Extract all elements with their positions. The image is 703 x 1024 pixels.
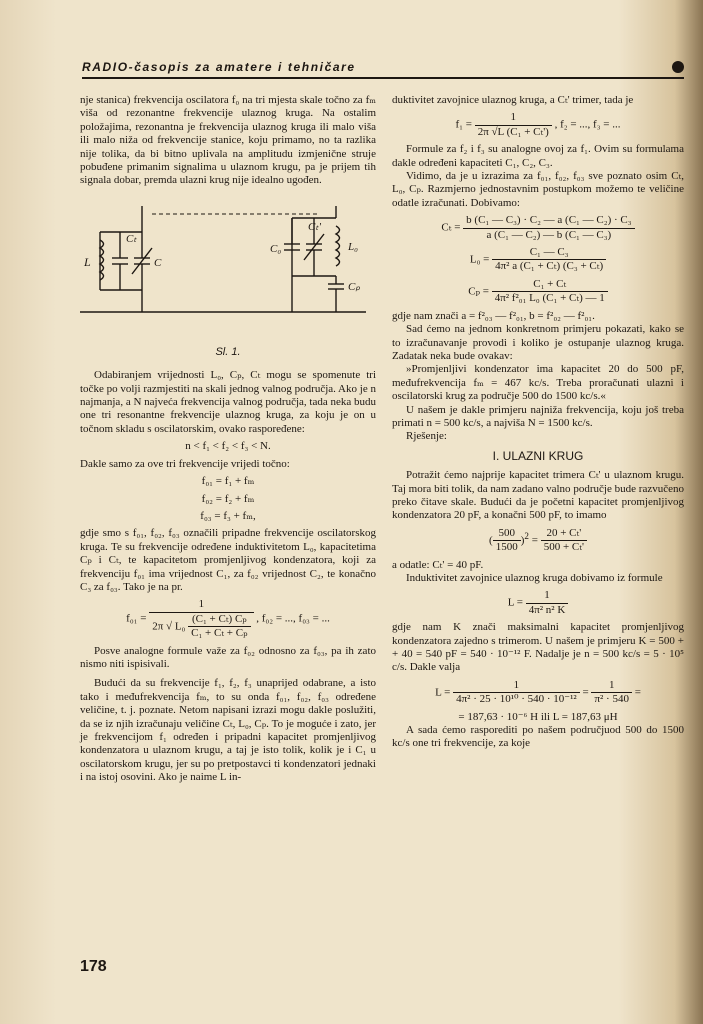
l2-den-2: π² · 540	[594, 693, 629, 706]
figure-caption: Sl. 1.	[215, 345, 241, 358]
f01-den-prefix: 2π √	[152, 620, 173, 633]
right-paragraph-6: »Promjenljivi kondenzator ima kapacitet 20 do 500 pF, međufrekvencija fₘ = 467 kc/s. Treba proračunati ulazni i oscilatorski krug za područje 500 do 1500 kc/s.«	[392, 363, 684, 403]
l-fraction	[526, 589, 569, 617]
equation-f02: f₀₂ = f₂ + fₘ	[201, 492, 255, 505]
fig-label-l: L	[84, 254, 91, 269]
f1-lhs: f₁ =	[455, 118, 472, 131]
section-heading: I. ULAZNI KRUG	[492, 448, 584, 463]
l2-den-1: 4π² · 25 · 10¹⁰ · 540 · 10⁻¹²	[456, 693, 577, 706]
ct-lhs: Cₜ =	[441, 221, 461, 234]
right-paragraph-3: Vidimo, da je u izrazima za f₀₁, f₀₂, f₀₃ sve poznato osim Cₜ, L₀, Cₚ. Razmjerno jednostavnim postupkom možemo te veličine odatle izračunati. Dobivamo:	[392, 170, 684, 209]
right-paragraph-9: Potražit ćemo najprije kapacitet trimera Cₜ' u ulaznom krugu. Taj mora biti tolik, da nam zadano valno područje bude razvučeno preko čitave skale. Budući da je početni kapacitet promjenljivog kondenzatora 20 pF, a konačni 500 pF, to imamo	[392, 469, 684, 522]
fig-label-cp: Cₚ	[348, 280, 361, 293]
cp-denominator: 4π² f²₀₁ L₀ (C₁ + Cₜ) — 1	[494, 292, 605, 305]
ratio-rhs-num: 20 + Cₜ'	[541, 527, 587, 541]
f01-inner-num: (C₁ + Cₜ) Cₚ	[188, 613, 250, 627]
left-column	[80, 94, 376, 785]
l-denominator: 4π² n² K	[528, 603, 566, 616]
left-paragraph-1: nje stanica) frekvencija oscilatora f₀ na tri mjesta skale točno za fₘ viša od rezonantne frekvencije ulaznog kruga. Na ostalim položajima, rezonantna je frekvencija ulaznog kruga ili malo viša ili malo niža od frekvencije stanice, koju primamo, no ta razlika nije tolika, da bi bitno uplivala na amplitudu izmjenične struje pobuđene primanim signalima u ulaznom krugu, pa je prijem tih signala dobar, premda ulazni krug nije idealno ugođen.	[80, 94, 376, 187]
formula-f1	[392, 111, 684, 139]
f01-numerator: 1	[149, 598, 253, 612]
left-paragraph-5: Posve analogne formule važe za f₀₂ odnosno za f₀₃, pa ih zato nismo niti ispisivali.	[80, 644, 376, 670]
l-lhs: L =	[507, 596, 523, 609]
f01-rest: , f₀₂ = ..., f₀₃ = ...	[256, 612, 330, 625]
l-result: = 187,63 · 10⁻⁶ H ili L = 187,63 μH	[458, 710, 618, 723]
fig-label-c: C	[154, 256, 162, 269]
right-paragraph-4: gdje nam znači a = f²₀₃ — f²₀₁, b = f²₀₂ — f²₀₁.	[392, 309, 595, 322]
right-paragraph-8: Rješenje:	[406, 430, 447, 443]
formula-l-numeric: L = $\frac{1}{\text{4π² · 25 · 10¹⁰ · 540 · 10⁻¹²}}$ = $\frac{1}{\text{π² · 540}}$ =	[435, 678, 641, 706]
ct-denominator: a (C₁ — C₂) — b (C₁ — C₃)	[486, 228, 612, 241]
right-paragraph-7: U našem je dakle primjeru najniža frekvencija, koju još treba primati n = 500 kc/s, a najviša N = 1500 kc/s.	[392, 403, 684, 429]
ratio-lhs-fraction	[493, 527, 521, 555]
ratio-exponent: 2	[524, 530, 529, 541]
circuit-diagram	[80, 192, 376, 342]
running-header	[82, 60, 682, 76]
formula-l	[392, 589, 684, 617]
ratio-rhs-fraction	[541, 527, 587, 555]
f01-den-l: L₀	[174, 620, 186, 633]
cp-numerator: C₁ + Cₜ	[492, 278, 608, 292]
ct-numerator: b (C₁ — C₃) · C₂ — a (C₁ — C₂) · C₃	[463, 214, 634, 228]
header-dot-icon	[672, 61, 684, 73]
f01-lhs: f₀₁ =	[126, 612, 147, 625]
header-title: RADIO-časopis za amatere i tehničare	[82, 60, 356, 74]
f01-denominator	[149, 613, 253, 641]
f1-numerator: 1	[475, 111, 552, 125]
ratio-lhs-num: 500	[493, 527, 521, 541]
right-paragraph-1: duktivitet zavojnice ulaznog kruga, a Cₜ' trimer, tada je	[392, 94, 634, 106]
right-paragraph-5: Sad ćemo na jednom konkretnom primjeru pokazati, kako se to izračunavanje provodi i koliko je ostupanje ulaznog kruga. Zadatak neka bude ovakav:	[392, 323, 684, 362]
formula-cp	[392, 278, 684, 306]
fig-label-ct: Cₜ	[126, 232, 137, 245]
f01-inner-fraction	[188, 613, 250, 641]
right-paragraph-12: gdje nam K znači maksimalni kapacitet promjenljivog kondenzatora zajedno s trimerom. U našem je primjeru K = 500 + + 40 = 540 pF = 540 · 10⁻¹² F. Nadalje je n = 500 kc/s = 5 · 10⁵ c/s. Dakle valja	[392, 621, 684, 674]
f01-inner-den: C₁ + Cₜ + Cₚ	[191, 627, 248, 640]
ratio-lhs-den: 1500	[495, 541, 518, 554]
fig-label-lo: L₀	[348, 240, 358, 253]
right-paragraph-2: Formule za f₂ i f₃ su analogne ovoj za f₁. Ovim su formulama dakle određeni kapaciteti C₁, C₂, C₃.	[392, 143, 684, 169]
right-paragraph-11: Induktivitet zavojnice ulaznog kruga dobivamo iz formule	[406, 572, 663, 584]
inequality: n < f₁ < f₂ < f₃ < N.	[185, 440, 271, 453]
lo-denominator: 4π² a (C₁ + Cₜ) (C₃ + Cₜ)	[495, 260, 604, 273]
equation-f03: f₀₃ = f₃ + fₘ,	[200, 509, 256, 522]
f1-fraction	[475, 111, 552, 139]
l2-num-2: 1	[591, 679, 632, 693]
formula-ratio: ( $\frac{500}{1500}$ )$^2$ = $\frac{\text{20 + Cₜ'}}{\text{500 + Cₜ'}}$	[392, 527, 684, 555]
f1-rest: , f₂ = ..., f₃ = ...	[554, 118, 621, 131]
header-rule	[82, 77, 684, 79]
cp-fraction	[492, 278, 608, 306]
l2-lhs: L =	[435, 686, 451, 699]
right-paragraph-10: a odatle: Cₜ' = 40 pF.	[392, 558, 484, 571]
cp-lhs: Cₚ =	[468, 285, 489, 298]
f1-denominator: 2π √L (C₁ + Cₜ')	[477, 125, 549, 138]
lo-lhs: L₀ =	[469, 253, 490, 266]
lo-fraction	[492, 246, 606, 274]
right-column	[392, 94, 684, 751]
formula-lo	[392, 246, 684, 274]
l2-num-1: 1	[453, 679, 580, 693]
l2-fraction-2	[591, 679, 632, 707]
fig-label-co: C₀	[270, 242, 282, 255]
left-paragraph-3: Dakle samo za ove tri frekvencije vrijedi točno:	[80, 457, 290, 470]
left-paragraph-4: gdje smo s f₀₁, f₀₂, f₀₃ označili pripadne frekvencije oscilatorskog kruga. Te su frekvencije određene induktivitetom L₀, kapacitetima Cₚ i Cₜ, te kapacitetom promjenljivog kondenzatora, koji za frekvenciju f₀₁ ima vrijednost C₁, za f₀₂ vrijednost C₂, te konačno C₃ za f₀₃. Tako je na pr.	[80, 527, 376, 593]
page-number: 178	[80, 958, 107, 975]
lo-numerator: C₁ — C₃	[492, 246, 606, 260]
f01-fraction	[149, 598, 253, 640]
fig-label-ct2: Cₜ'	[308, 220, 321, 233]
ratio-rhs-den: 500 + Cₜ'	[543, 541, 584, 554]
equation-f01: f₀₁ = f₁ + fₘ	[201, 475, 255, 488]
l-numerator: 1	[526, 589, 569, 603]
l2-fraction-1	[453, 679, 580, 707]
formula-f01	[80, 598, 376, 640]
left-paragraph-2: Odabiranjem vrijednosti L₀, Cₚ, Cₜ mogu se spomenute tri točke po volji razmjestiti na skali jednog valnog područja. Ako je n najmanja, a N najveća frekvencija valnog područja, tada neka budu one tri resonantne frekvencije ulaznog kruga, za koju je on u točnom skladu s oscilatorskim, ovako raspoređene:	[80, 369, 376, 435]
left-paragraph-6: Budući da su frekvencije f₁, f₂, f₃ unaprijed odabrane, a isto tako i međufrekvencija fₘ, to su onda f₀₁, f₀₂, f₀₃ određene veličine, t. j. poznate. Netom napisani izrazi mogu dakle poslužiti, da se iz njih izračunaju veličine Cₜ, L₀, Cₚ. To je moguće i zato, jer je frekvencijom f₁ određen i pripadni kapacitet promjenljivog kondenzatora u ulaznom krugu, a taj je isto tolik, kolik je i C₁ u oscilatorskom krugu, jer su po pretpostavci ti kondenzatori jednaki i na istoj osovini. Ako je naime L in-	[80, 677, 376, 784]
right-paragraph-13: A sada ćemo rasporediti po našem područjuod 500 do 1500 kc/s one tri frekvencije, za koje	[392, 724, 684, 750]
formula-ct	[392, 214, 684, 242]
ct-fraction	[463, 214, 634, 242]
